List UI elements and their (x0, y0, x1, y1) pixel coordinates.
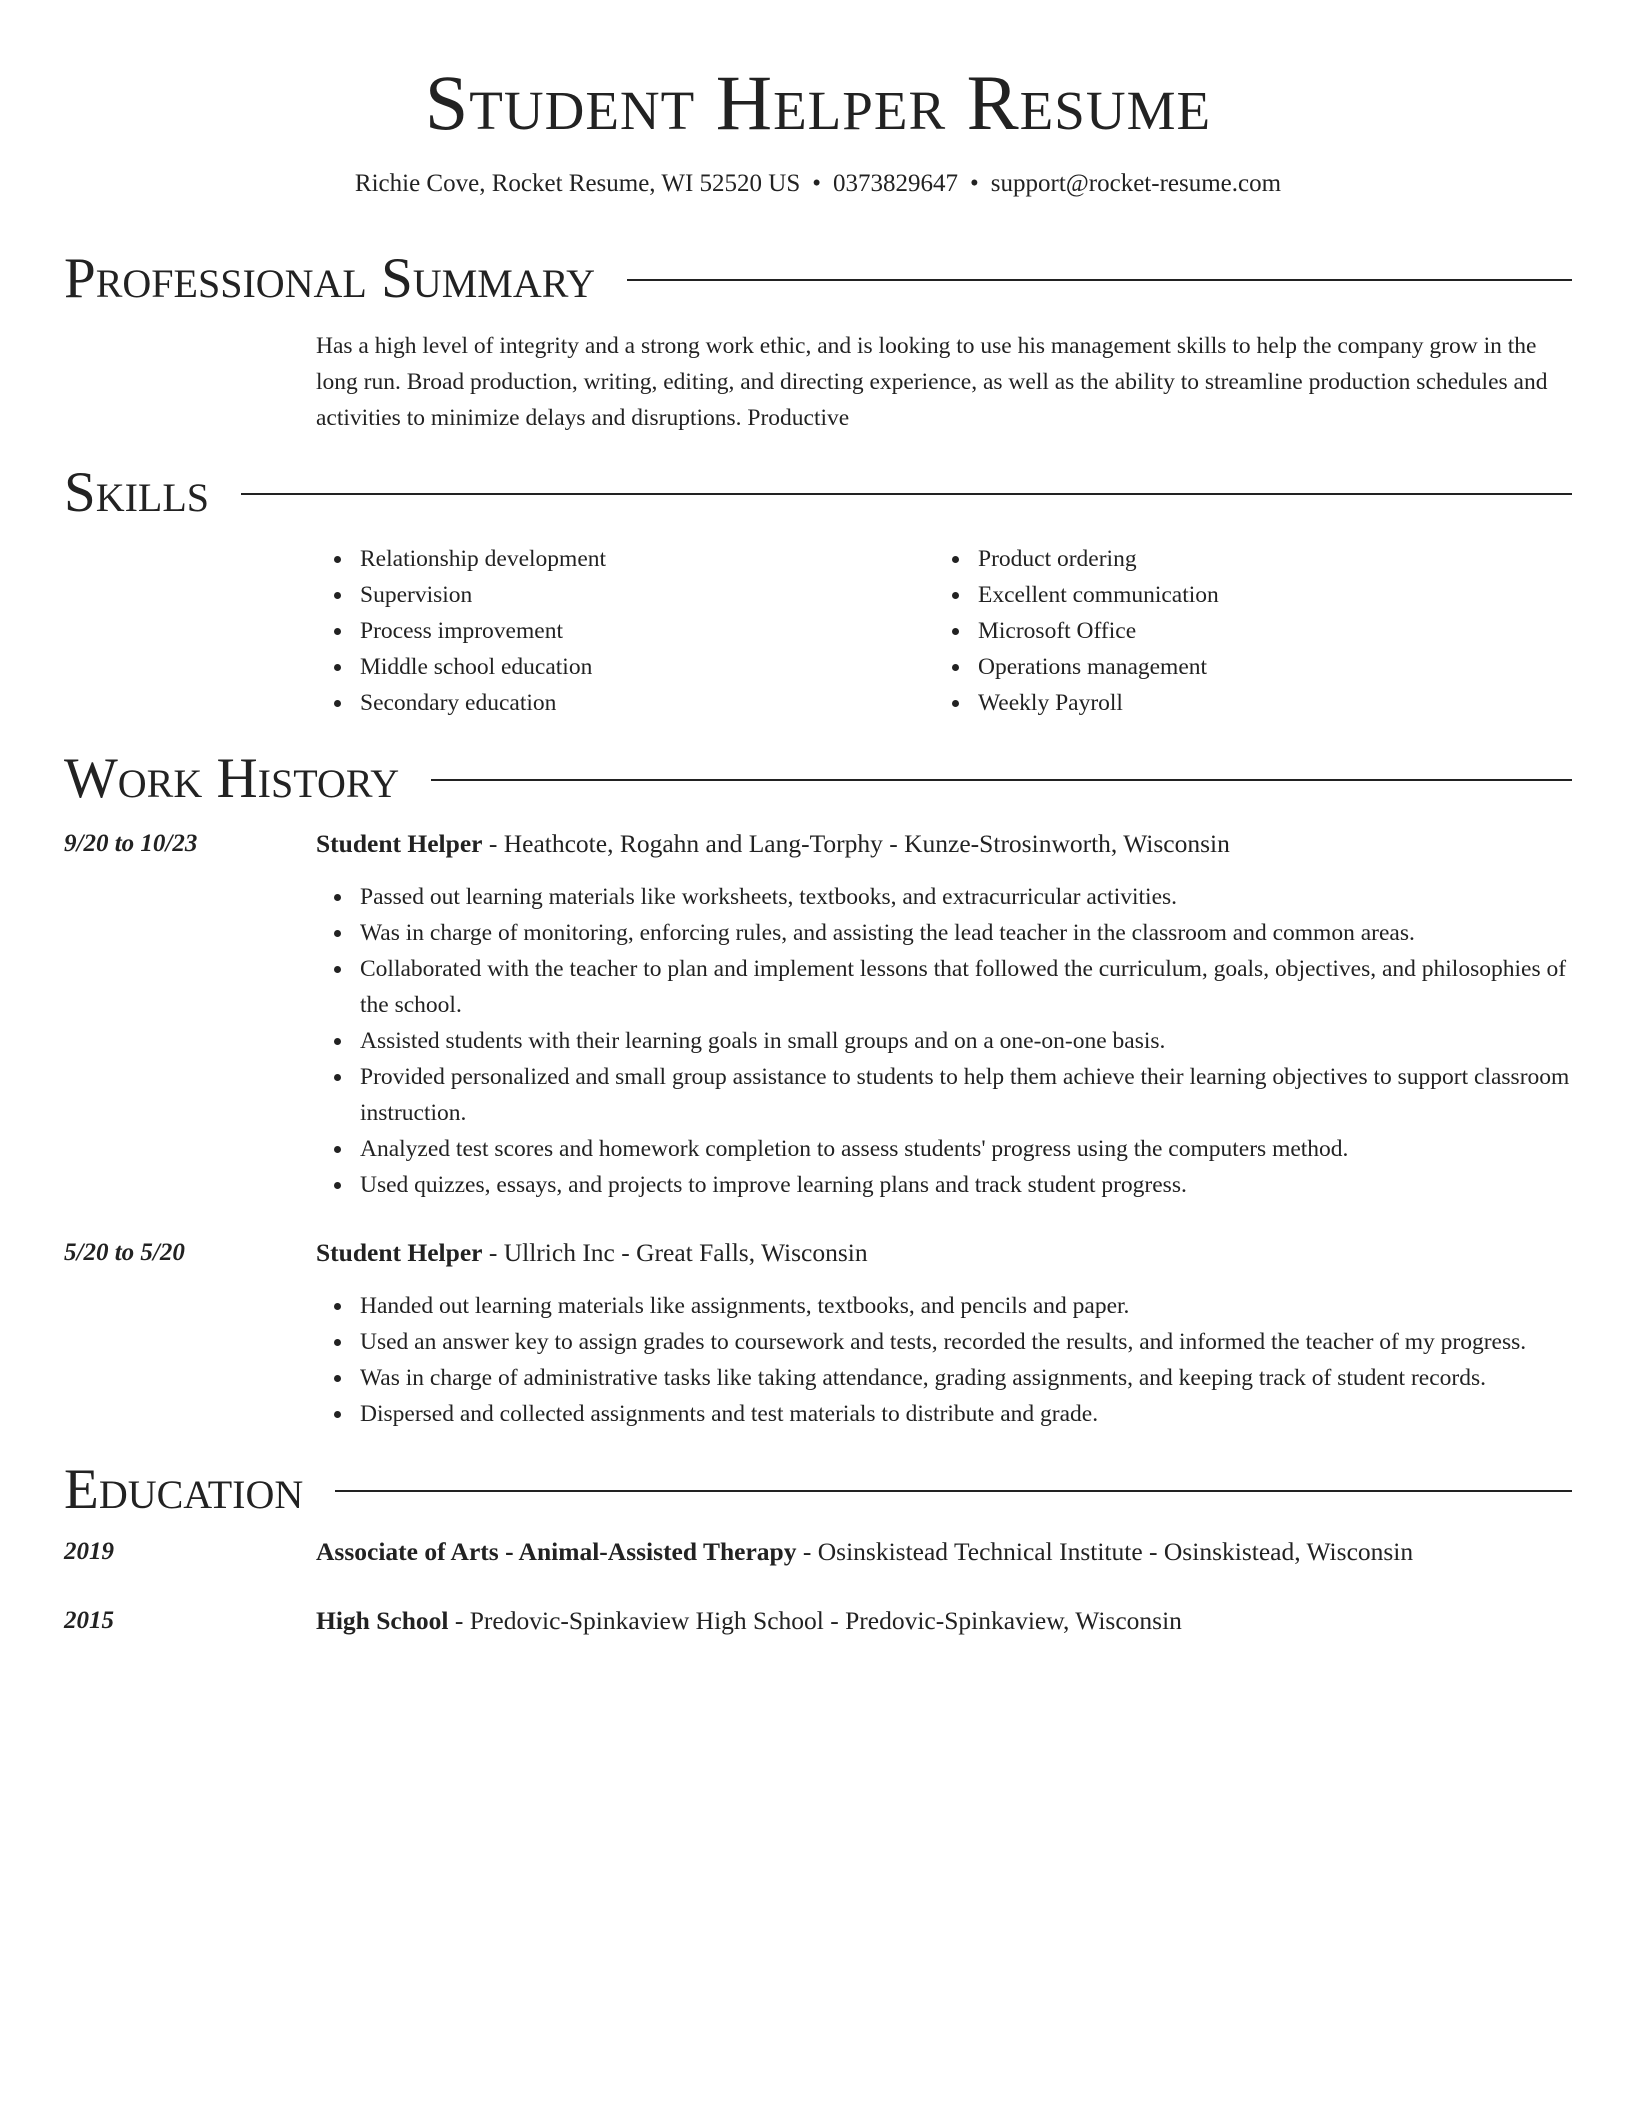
summary-section (64, 244, 1572, 436)
job-employer: - Heathcote, Rogahn and Lang-Torphy - Kunze-Strosinworth, Wisconsin (482, 829, 1230, 858)
skills-section (64, 458, 1572, 721)
job-dates: 9/20 to 10/23 (64, 830, 198, 857)
job-header (316, 826, 1572, 862)
education-entry (64, 1603, 1572, 1639)
job-duties (316, 1288, 1572, 1432)
job-duty: Collaborated with the teacher to plan and implement lessons that followed the curriculum, goals, objectives, and philosophies of the school. (316, 951, 1572, 1023)
education-entry (64, 1534, 1572, 1570)
resume-title: Student Helper Resume (424, 59, 1212, 146)
education-header (64, 1455, 1572, 1525)
job-duty: Provided personalized and small group assistance to students to help them achieve their learning objectives to support classroom instruction. (316, 1059, 1572, 1131)
section-divider (627, 279, 1572, 281)
job-employer: - Ullrich Inc - Great Falls, Wisconsin (482, 1238, 868, 1267)
skills-header (64, 458, 1572, 528)
job-header (316, 1235, 1572, 1271)
contact-address: Richie Cove, Rocket Resume, WI 52520 US (354, 170, 801, 197)
job-duty: Assisted students with their learning goals in small groups and on a one-on-one basis. (316, 1023, 1572, 1059)
job-duty: Used quizzes, essays, and projects to improve learning plans and track student progress. (316, 1167, 1572, 1203)
job-duty: Was in charge of administrative tasks like taking attendance, grading assignments, and keeping track of student records. (316, 1360, 1572, 1396)
job-duty: Dispersed and collected assignments and test materials to distribute and grade. (316, 1396, 1572, 1432)
summary-heading: Professional Summary (64, 247, 596, 310)
job-entry (64, 1235, 1572, 1432)
skill-item: Relationship development (316, 541, 934, 577)
education-body (316, 1603, 1572, 1639)
skills-list (316, 541, 1572, 721)
skill-item: Weekly Payroll (934, 685, 1552, 721)
skill-item: Middle school education (316, 649, 934, 685)
job-duty: Handed out learning materials like assignments, textbooks, and pencils and paper. (316, 1288, 1572, 1324)
education-school: - Osinskistead Technical Institute - Osinskistead, Wisconsin (796, 1537, 1414, 1566)
job-entry (64, 826, 1572, 1203)
skill-item: Excellent communication (934, 577, 1552, 613)
education-degree: High School (316, 1606, 449, 1635)
skill-item: Secondary education (316, 685, 934, 721)
job-duty: Was in charge of monitoring, enforcing rules, and assisting the lead teacher in the classroom and common areas. (316, 915, 1572, 951)
education-year: 2019 (64, 1538, 114, 1565)
skills-column-left (316, 541, 934, 721)
skill-item: Supervision (316, 577, 934, 613)
job-dates: 5/20 to 5/20 (64, 1239, 185, 1266)
education-body (316, 1534, 1572, 1570)
job-duties (316, 879, 1572, 1203)
resume-page (64, 0, 1572, 1639)
education-heading: Education (64, 1458, 304, 1521)
education-section (64, 1455, 1572, 1639)
work-history-section (64, 744, 1572, 1432)
skill-item: Product ordering (934, 541, 1552, 577)
skills-column-right (934, 541, 1552, 721)
contact-separator: • (812, 170, 821, 197)
job-duty: Analyzed test scores and homework completion to assess students' progress using the computers method. (316, 1131, 1572, 1167)
skill-item: Microsoft Office (934, 613, 1552, 649)
skill-item: Process improvement (316, 613, 934, 649)
job-position: Student Helper (316, 1238, 483, 1267)
skill-item: Operations management (934, 649, 1552, 685)
contact-separator: • (970, 170, 979, 197)
education-year: 2015 (64, 1607, 114, 1634)
contact-line (64, 168, 1572, 200)
work-history-header (64, 744, 1572, 814)
education-header-line (316, 1534, 1572, 1570)
section-divider (241, 493, 1572, 495)
work-history-heading: Work History (64, 747, 400, 810)
education-degree: Associate of Arts - Animal-Assisted Therapy (316, 1537, 797, 1566)
job-duty: Used an answer key to assign grades to coursework and tests, recorded the results, and informed the teacher of my progress. (316, 1324, 1572, 1360)
contact-phone: 0373829647 (833, 170, 958, 197)
section-divider (431, 779, 1572, 781)
contact-email: support@rocket-resume.com (990, 170, 1282, 197)
education-school: - Predovic-Spinkaview High School - Predovic-Spinkaview, Wisconsin (448, 1606, 1182, 1635)
education-header-line (316, 1603, 1572, 1639)
section-divider (335, 1490, 1572, 1492)
job-body (316, 826, 1572, 1203)
summary-text: Has a high level of integrity and a strong work ethic, and is looking to use his management skills to help the company grow in the long run. Broad production, writing, editing, and directing experience, as well as the ability to streamline production schedules and activities to minimize delays and disruptions. Productive (316, 333, 1548, 431)
job-position: Student Helper (316, 829, 483, 858)
skills-heading: Skills (64, 461, 210, 524)
job-body (316, 1235, 1572, 1432)
job-duty: Passed out learning materials like worksheets, textbooks, and extracurricular activities. (316, 879, 1572, 915)
summary-header (64, 244, 1572, 314)
